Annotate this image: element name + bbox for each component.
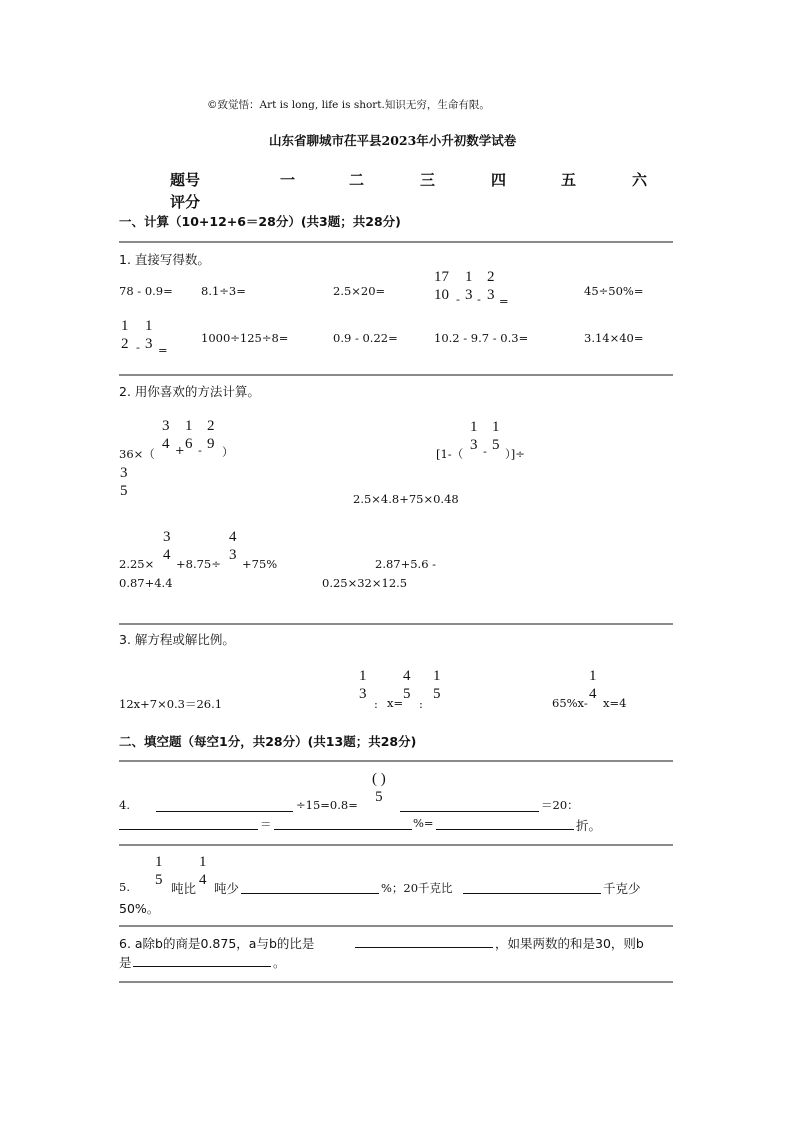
score-col-5: 五 xyxy=(561,171,577,189)
q6-text: 是 xyxy=(119,955,132,970)
fraction: 3 4 xyxy=(163,529,171,563)
fraction: 2 9 xyxy=(207,418,215,452)
divider xyxy=(119,374,673,376)
q4-text: ＝ xyxy=(260,817,272,831)
divider xyxy=(119,241,673,243)
page-title: 山东省聊城市茌平县2023年小升初数学试卷 xyxy=(269,133,517,148)
score-table-row-header: 评分 xyxy=(170,193,201,211)
operator: - xyxy=(477,292,481,306)
fraction: 4 5 xyxy=(403,668,411,702)
q5-text: 吨少 xyxy=(214,881,240,896)
section1-heading: 一、计算（10+12+6＝28分）(共3题；共28分) xyxy=(119,214,401,229)
answer-blank[interactable] xyxy=(241,893,379,894)
q1-item: 0.9 - 0.22= xyxy=(333,331,398,345)
q4-text: ＝20： xyxy=(541,798,579,812)
expr-text: 65%x- xyxy=(552,696,588,710)
section2-heading: 二、填空题（每空1分，共28分）(共13题；共28分) xyxy=(119,734,417,749)
expr-text: +75% xyxy=(242,557,278,571)
answer-blank[interactable] xyxy=(436,829,574,830)
divider xyxy=(119,844,673,846)
fraction: 2 3 xyxy=(487,269,495,303)
fraction: 1 5 xyxy=(492,419,500,453)
fraction: 1 5 xyxy=(155,854,163,888)
fraction: 3 5 xyxy=(120,465,128,499)
q4-text: 折。 xyxy=(576,818,602,833)
q4-text: %= xyxy=(413,816,434,830)
q1-item: 8.1÷3= xyxy=(201,284,246,298)
expr-text: x=4 xyxy=(603,696,627,710)
score-col-2: 二 xyxy=(349,171,365,189)
divider xyxy=(119,925,673,927)
expr-text: +8.75÷ xyxy=(176,557,221,571)
expr-text: ） xyxy=(222,445,234,459)
fraction: 1 3 xyxy=(465,269,473,303)
fraction: 1 4 xyxy=(589,668,597,702)
q1-item: 3.14×40= xyxy=(584,331,644,345)
fraction: 1 3 xyxy=(470,419,478,453)
answer-blank[interactable] xyxy=(274,829,412,830)
fraction: 1 5 xyxy=(433,668,441,702)
answer-blank[interactable] xyxy=(355,947,493,948)
score-table-col-header: 题号 xyxy=(170,171,201,189)
fraction: 1 4 xyxy=(199,854,207,888)
q5-text: 50%。 xyxy=(119,901,160,916)
q1-item: 1000÷125÷8= xyxy=(201,331,289,345)
operator: - xyxy=(483,444,487,458)
operator: - xyxy=(198,443,202,457)
watermark-text: ©致觉悟：Art is long, life is short.知识无穷，生命有限。 xyxy=(207,99,490,111)
q3-equation-1: 12x+7×0.3＝26.1 xyxy=(119,697,223,711)
fraction: 1 6 xyxy=(185,418,193,452)
operator: : xyxy=(419,697,423,711)
q1-item: 2.5×20= xyxy=(333,284,386,298)
score-col-1: 一 xyxy=(280,171,296,189)
score-col-6: 六 xyxy=(632,171,648,189)
operator: + xyxy=(175,443,185,457)
fraction: 3 4 xyxy=(162,418,170,452)
fraction: 4 3 xyxy=(229,529,237,563)
answer-blank[interactable] xyxy=(463,893,601,894)
divider xyxy=(119,981,673,983)
q4-text: ÷15=0.8= xyxy=(296,798,358,812)
q2-expression-5a: 2.87+5.6 - xyxy=(375,557,437,571)
score-col-4: 四 xyxy=(491,171,507,189)
divider xyxy=(119,623,673,625)
answer-blank[interactable] xyxy=(119,829,258,830)
fraction: 17 10 xyxy=(434,269,449,303)
expr-text: 2.25× xyxy=(119,557,155,571)
q1-label: 1. 直接写得数。 xyxy=(119,252,210,267)
expr-text: x= xyxy=(387,696,404,710)
answer-blank[interactable] xyxy=(400,811,539,812)
q5-number: 5. xyxy=(119,880,130,894)
operator: = xyxy=(158,343,168,357)
q2-expression-6: 0.25×32×12.5 xyxy=(322,576,408,590)
q6-text: 。 xyxy=(273,955,286,970)
fraction: 1 3 xyxy=(145,318,153,352)
expr-text: ）]÷ xyxy=(505,447,525,461)
q5-text: 吨比 xyxy=(171,881,197,896)
answer-blank[interactable] xyxy=(156,811,293,812)
answer-blank[interactable] xyxy=(133,966,271,967)
q6-text: ，如果两数的和是30，则b xyxy=(495,936,644,951)
operator: = xyxy=(499,294,509,308)
q1-item: 45÷50%= xyxy=(584,284,644,298)
operator: : xyxy=(374,697,378,711)
operator: - xyxy=(456,292,460,306)
q2-expression-3: 2.5×4.8+75×0.48 xyxy=(353,492,459,506)
q5-text: 千克少 xyxy=(603,881,641,896)
fraction: 1 2 xyxy=(121,318,129,352)
q3-label: 3. 解方程或解比例。 xyxy=(119,632,235,647)
expr-text: [1-（ xyxy=(436,447,464,461)
expr-text: 36×（ xyxy=(119,447,155,461)
q2-expression-5b: 0.87+4.4 xyxy=(119,576,173,590)
q1-item: 78 - 0.9= xyxy=(119,284,173,298)
q5-text: %；20千克比 xyxy=(381,881,453,895)
score-col-3: 三 xyxy=(420,171,436,189)
q4-number: 4. xyxy=(119,798,130,812)
divider xyxy=(119,760,673,762)
q2-label: 2. 用你喜欢的方法计算。 xyxy=(119,384,260,399)
operator: - xyxy=(136,340,140,354)
fraction: 1 3 xyxy=(359,668,367,702)
q1-item: 10.2 - 9.7 - 0.3= xyxy=(434,331,529,345)
fraction: ( ) 5 xyxy=(372,771,386,805)
q6-text: 6. a除b的商是0.875，a与b的比是 xyxy=(119,936,315,951)
